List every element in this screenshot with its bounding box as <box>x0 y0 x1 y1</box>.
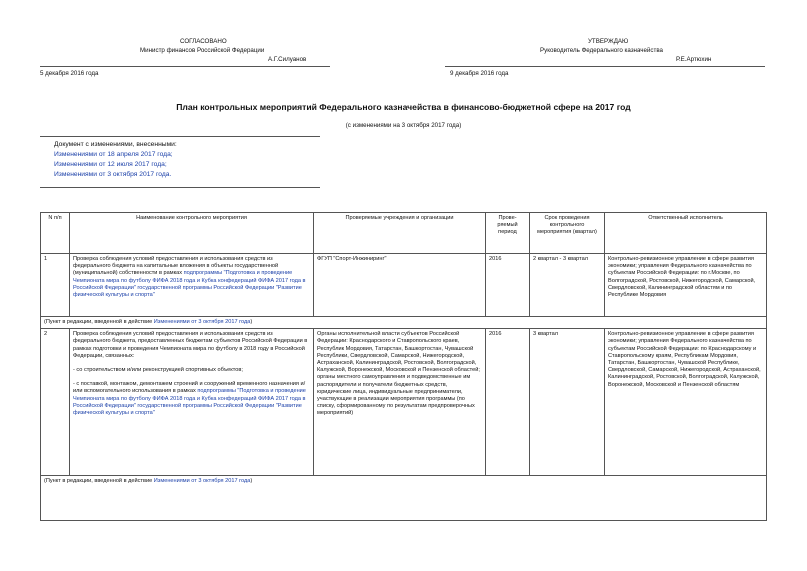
table-row <box>41 254 767 317</box>
row-note-link[interactable]: Изменениями от 3 октября 2017 года <box>153 478 251 485</box>
row-executor: Контрольно-ревизионное управление в сфере развития экономики; управления Федерального казначейства по субъектам Российской Федерации: по Краснодарскому и Ставропольскому краям, Республикам Мордовия, Татарстан, Башкортостан, Чувашской Республике, Свердловской, Самарской, Нижегородской, Астраханской, Калининградской, Ростовской, Волгоградской, Калужской, Воронежской, Московской и Пензенской областям <box>605 329 767 476</box>
row-name <box>70 254 314 317</box>
changes-top-rule <box>40 136 320 137</box>
approval-left-signer: А.Г.Силуанов <box>268 56 307 63</box>
row-orgs: ФГУП "Спорт-Инжиниринг" <box>314 254 486 317</box>
change-link-3[interactable]: Изменениями от 3 октября 2017 года. <box>54 171 172 178</box>
row-note-link[interactable]: Изменениями от 3 октября 2017 года <box>153 319 251 325</box>
changes-block <box>54 140 177 180</box>
approval-left-signature-line <box>40 66 330 67</box>
document-title: План контрольных мероприятий Федерального казначейства в финансово-бюджетной сфере на 2017 год <box>176 102 631 112</box>
table-header-row <box>41 213 767 254</box>
changes-heading: Документ с изменениями, внесенными: <box>54 141 177 148</box>
state-program-link[interactable]: государственной программы Российской Федерации "Развитие физической культуры и спорта" <box>73 284 302 299</box>
table-note-row <box>41 476 767 521</box>
row-executor: Контрольно-ревизионное управление в сфере развития экономики; управления Федерального казначейства по субъектам Российской Федерации: по г.Москве, по Волгоградской, Ростовской, Нижегородской, Самарской, Свердловской, Калининградской областям и по Республике Мордовия <box>605 254 767 317</box>
header-term: Срок проведения контрольного мероприятия (квартал) <box>530 213 605 254</box>
header-orgs: Проверяемые учреждения и организации <box>314 213 486 254</box>
row-number: 1 <box>41 254 70 317</box>
approval-right-position: Руководитель Федерального казначейства <box>540 47 663 54</box>
row-note: (Пункт в редакции, введенной в действие Изменениями от 3 октября 2017 года) <box>41 476 767 521</box>
row-period: 2016 <box>486 329 530 476</box>
row-number: 2 <box>41 329 70 476</box>
changes-bottom-rule <box>40 187 320 188</box>
state-program-link[interactable]: государственной программы Российской Федерации "Развитие физической культуры и спорта" <box>73 402 302 417</box>
row-note-prefix: (Пункт в редакции, введенной в действие <box>44 319 153 325</box>
header-number: N п/п <box>41 213 70 254</box>
header-name: Наименование контрольного мероприятия <box>70 213 314 254</box>
row-note-prefix: (Пункт в редакции, введенной в действие <box>44 478 153 485</box>
row-note: (Пункт в редакции, введенной в действие Изменениями от 3 октября 2017 года) <box>41 317 767 329</box>
row-name-item-2-text: - с поставкой, монтажом, демонтажем строений и сооружений временного назначения и/или вспомогательного использования в рамках <box>73 381 306 395</box>
change-link-2[interactable]: Изменениями от 12 июля 2017 года; <box>54 161 167 168</box>
table-note-row <box>41 317 767 329</box>
row-name-item-1: - со строительством и/или реконструкцией спортивных объектов; <box>73 367 243 374</box>
subprogram-link[interactable]: подпрограммы "Подготовка и проведение Чемпионата мира по футболу ФИФА 2018 года и Кубка конфедераций ФИФА 2017 года в Российской Федерации" <box>73 388 306 409</box>
plan-table <box>40 212 767 521</box>
row-term: 2 квартал - 3 квартал <box>530 254 605 317</box>
row-orgs: Органы исполнительной власти субъектов Российской Федерации: Краснодарского и Ставропольского краев, Республик Мордовия, Татарстан, Башкортостан, Чувашской Республики, Свердловской, Самарской, Нижегородской, Астраханской, Калининградской, Ростовской, Волгоградской, Калужской, Воронежской, Московской и Пензенской областей; органы местного самоуправления и подведомственные им распорядители и получатели бюджетных средств, юридические лица, индивидуальные предприниматели, участвующие в реализации мероприятия программы (по списку, сформированному по результатам предпроверочных мероприятий) <box>314 329 486 476</box>
approval-right-date: 9 декабря 2016 года <box>450 70 509 77</box>
header-period: Прове-ряемый период <box>486 213 530 254</box>
approval-left-date: 5 декабря 2016 года <box>40 70 99 77</box>
row-name-text: Проверка соблюдения условий предоставления и использования средств из федерального бюджета, предоставленных бюджетам субъектов Российской Федерации в рамках подготовки и проведения Чемпионата мира по футболу в 2018 году в Российской Федерации, связанных: <box>73 331 308 359</box>
approval-right-signature-line <box>445 66 765 67</box>
row-name-item-2 <box>73 381 310 417</box>
row-name <box>70 329 314 476</box>
row-period: 2016 <box>486 254 530 317</box>
change-link-1[interactable]: Изменениями от 18 апреля 2017 года; <box>54 151 173 158</box>
header-executor: Ответственный исполнитель <box>605 213 767 254</box>
table-row <box>41 329 767 476</box>
row-term: 3 квартал <box>530 329 605 476</box>
subprogram-link[interactable]: подпрограммы "Подготовка и проведение Чемпионата мира по футболу ФИФА 2018 года и Кубка конфедераций ФИФА 2017 года в Российской Федерации" <box>73 270 306 291</box>
approval-left-position: Министр финансов Российской Федерации <box>140 47 265 54</box>
approval-left-heading: СОГЛАСОВАНО <box>180 38 227 45</box>
row-name-text: Проверка соблюдения условий предоставления и использования средств из федерального бюджета на капитальные вложения в объекты государственной (муниципальной) собственности в рамках <box>73 256 279 277</box>
approval-right-signer: Р.Е.Артюхин <box>676 56 712 63</box>
approval-right-heading: УТВЕРЖДАЮ <box>588 38 629 45</box>
document-subtitle: (с изменениями на 3 октября 2017 года) <box>345 122 462 129</box>
